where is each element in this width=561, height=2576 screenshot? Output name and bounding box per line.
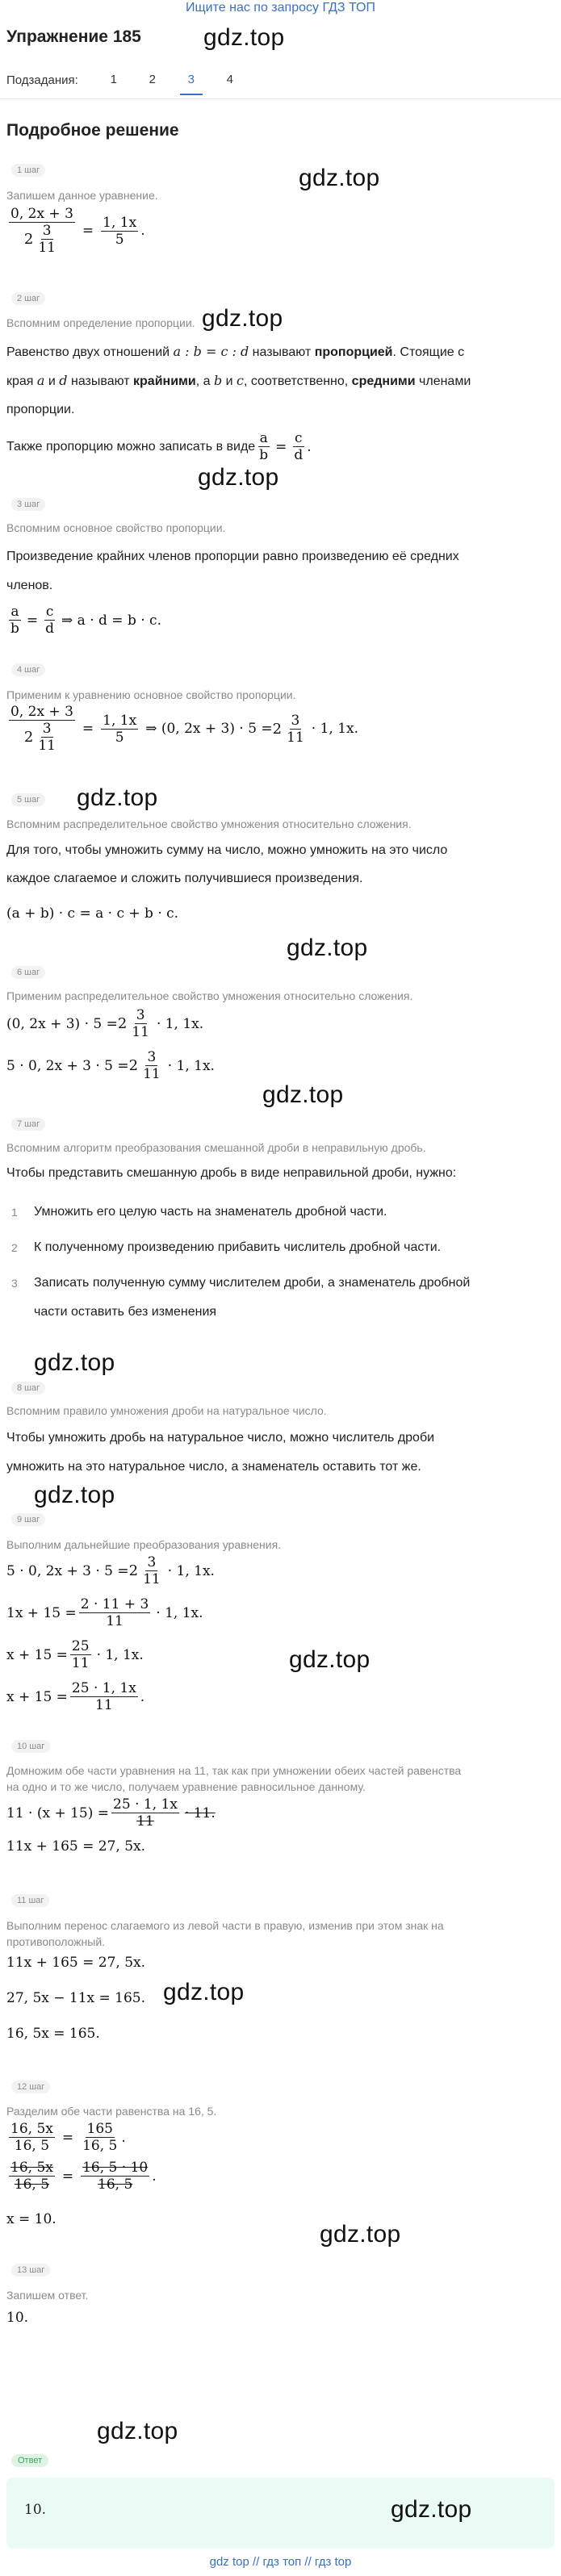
watermark: gdz.top — [299, 165, 380, 191]
step-10-line-2: 11x + 165 = 27, 5x. — [6, 1838, 146, 1855]
step-13-result: 10. — [6, 2310, 29, 2326]
tab-subtask-4[interactable]: 4 — [226, 73, 233, 86]
step-1-note: Запишем данное уравнение. — [6, 189, 158, 202]
step-9-line-3: x + 15 = $\frac{25}{11}$ · 1, 1x. — [6, 1638, 144, 1671]
step-6-note: Применим распределительное свойство умножения относительно сложения. — [6, 989, 413, 1002]
step-2-tag: 2 шаг — [11, 292, 45, 305]
main-property-line-2: членов. — [6, 579, 53, 592]
step-3-note: Вспомним основное свойство пропорции. — [6, 521, 226, 534]
tab-subtask-1[interactable]: 1 — [110, 73, 117, 86]
watermark: gdz.top — [262, 1081, 344, 1108]
tab-subtask-2[interactable]: 2 — [149, 73, 156, 86]
step-12-result: x = 10. — [6, 2211, 57, 2227]
step-9-note: Выполним дальнейшие преобразования уравнения. — [6, 1538, 282, 1551]
page-title: Упражнение 185 — [6, 27, 141, 46]
step-9-line-4: x + 15 = $\frac{25 \cdot 1, 1x}{11}$ . — [6, 1680, 145, 1713]
step-7-tag: 7 шаг — [11, 1118, 45, 1131]
answer-value: 10. — [24, 2502, 47, 2518]
list-item: 2 К полученному произведению прибавить числитель дробной части. — [11, 1240, 442, 1254]
distributive-line-2: каждое слагаемое и сложить получившиеся произведения. — [6, 872, 363, 885]
tab-subtask-3[interactable]: 3 — [172, 68, 211, 92]
divider — [0, 98, 561, 99]
step-1-equation: 0, 2x + 3 2 $\frac{3}{11}$ = $\frac{1, 1x}{5}$ . — [10, 206, 145, 256]
step-13-note: Запишем ответ. — [6, 2289, 89, 2302]
proportion-definition-line-2: края a и d называют крайними, а b и c, соответственно, средними членами — [6, 373, 471, 388]
watermark: gdz.top — [34, 1482, 115, 1508]
step-9-tag: 9 шаг — [11, 1513, 45, 1526]
step-5-note: Вспомним распределительное свойство умножения относительно сложения. — [6, 818, 412, 830]
step-10-note-1: Домножим обе части уравнения на 11, так как при умножении обеих частей равенства — [6, 1764, 462, 1777]
watermark: gdz.top — [391, 2496, 472, 2523]
search-banner[interactable]: Ищите нас по запросу ГДЗ ТОП — [186, 1, 375, 15]
step-4-equation: 0, 2x + 3 2 $\frac{3}{11}$ = $\frac{1, 1x}{5}$ ⇒ (0, 2x + 3) · 5 = 2 $\frac{3}{11}$ · 1, 1x. — [10, 704, 359, 754]
proportion-definition-line-3: пропорции. — [6, 403, 75, 416]
watermark: gdz.top — [34, 1349, 115, 1376]
step-10-line-1: 11 · (x + 15) = $\frac{25 \cdot 1, 1x}{11}$ · 11. — [6, 1796, 216, 1830]
proportion-definition-line-1: Равенство двух отношений a : b = c : d называют пропорцией. Стоящие с — [6, 344, 465, 359]
answer-badge: Ответ — [11, 2454, 48, 2467]
watermark: gdz.top — [289, 1646, 371, 1673]
proportion-alt-form: Также пропорцию можно записать в виде $\frac{a}{b}$ = $\frac{c}{d}$ . — [6, 430, 312, 463]
watermark: gdz.top — [97, 2418, 178, 2444]
watermark: gdz.top — [77, 784, 158, 811]
distributive-line-1: Для того, чтобы умножить сумму на число, можно умножить на это число — [6, 843, 448, 857]
watermark: gdz.top — [198, 464, 279, 491]
distributive-formula: (a + b) · c = a · c + b · c. — [6, 905, 179, 922]
step-12-tag: 12 шаг — [11, 2080, 50, 2093]
answer-box — [6, 2478, 555, 2549]
subtasks-label: Подзадания: — [6, 73, 78, 87]
step-6-line-2: 5 · 0, 2x + 3 · 5 = 2 $\frac{3}{11}$ · 1, 1x. — [6, 1049, 215, 1082]
list-item-continuation: части оставить без изменения — [34, 1305, 217, 1319]
fraction-rule-line-2: умножить на это натуральное число, а знаменатель оставить тот же. — [6, 1460, 421, 1474]
step-2-note: Вспомним определение пропорции. — [6, 316, 195, 329]
step-10-note-2: на одно и то же число, получаем уравнение равносильное данному. — [6, 1780, 366, 1793]
step-9-line-1: 5 · 0, 2x + 3 · 5 = 2 $\frac{3}{11}$ · 1, 1x. — [6, 1554, 215, 1587]
step-3-tag: 3 шаг — [11, 498, 45, 511]
watermark: gdz.top — [202, 305, 283, 332]
step-6-tag: 6 шаг — [11, 966, 45, 979]
step-4-note: Применим к уравнению основное свойство пропорции. — [6, 688, 296, 701]
step-11-note-1: Выполним перенос слагаемого из левой части в правую, изменив при этом знак на — [6, 1919, 444, 1932]
step-10-tag: 10 шаг — [11, 1740, 50, 1753]
step-1-tag: 1 шаг — [11, 164, 45, 177]
step-6-line-1: (0, 2x + 3) · 5 = 2 $\frac{3}{11}$ · 1, 1x. — [6, 1007, 204, 1040]
main-property-line-1: Произведение крайних членов пропорции равно произведению её средних — [6, 550, 459, 563]
main-property-formula: $\frac{a}{b}$ = $\frac{c}{d}$ ⇒ a · d = b · c. — [10, 604, 161, 637]
watermark: gdz.top — [287, 935, 368, 961]
watermark: gdz.top — [163, 1979, 245, 2005]
step-5-tag: 5 шаг — [11, 793, 45, 806]
step-12-line-1: $\frac{16, 5x}{16, 5}$ = $\frac{165}{16, 5}$ . — [10, 2121, 126, 2154]
watermark: gdz.top — [320, 2221, 401, 2248]
fraction-rule-line-1: Чтобы умножить дробь на натуральное число, можно числитель дроби — [6, 1431, 435, 1445]
step-11-tag: 11 шаг — [11, 1894, 49, 1907]
step-9-line-2: 1x + 15 = $\frac{2 \cdot 11 + 3}{11}$ · 1, 1x. — [6, 1596, 203, 1629]
list-item: 1 Умножить его целую часть на знаменатель дробной части. — [11, 1205, 387, 1219]
step-11-line-1: 11x + 165 = 27, 5x. — [6, 1955, 146, 1971]
section-title: Подробное решение — [6, 121, 179, 140]
footer-links[interactable]: gdz top // гдз топ // гдз top — [209, 2555, 352, 2569]
step-4-tag: 4 шаг — [11, 663, 45, 676]
step-11-line-3: 16, 5x = 165. — [6, 2026, 100, 2042]
step-13-tag: 13 шаг — [11, 2264, 50, 2277]
step-11-note-2: противоположный. — [6, 1935, 106, 1948]
step-8-tag: 8 шаг — [11, 1382, 45, 1395]
step-12-line-2: $\frac{16, 5x}{16, 5}$ = $\frac{16, 5 \cdot 10}{16, 5}$ . — [10, 2160, 157, 2193]
list-item: 3 Записать полученную сумму числителем дроби, а знаменатель дробной — [11, 1276, 471, 1290]
step-7-note: Вспомним алгоритм преобразования смешанной дроби в неправильную дробь. — [6, 1141, 426, 1154]
step-11-line-2: 27, 5x − 11x = 165. — [6, 1990, 146, 2006]
step-8-note: Вспомним правило умножения дроби на натуральное число. — [6, 1404, 327, 1417]
subtask-tabs — [6, 68, 249, 92]
watermark: gdz.top — [203, 24, 285, 51]
step-12-note: Разделим обе части равенства на 16, 5. — [6, 2105, 217, 2118]
mixed-fraction-intro: Чтобы представить смешанную дробь в виде неправильной дроби, нужно: — [6, 1166, 457, 1180]
